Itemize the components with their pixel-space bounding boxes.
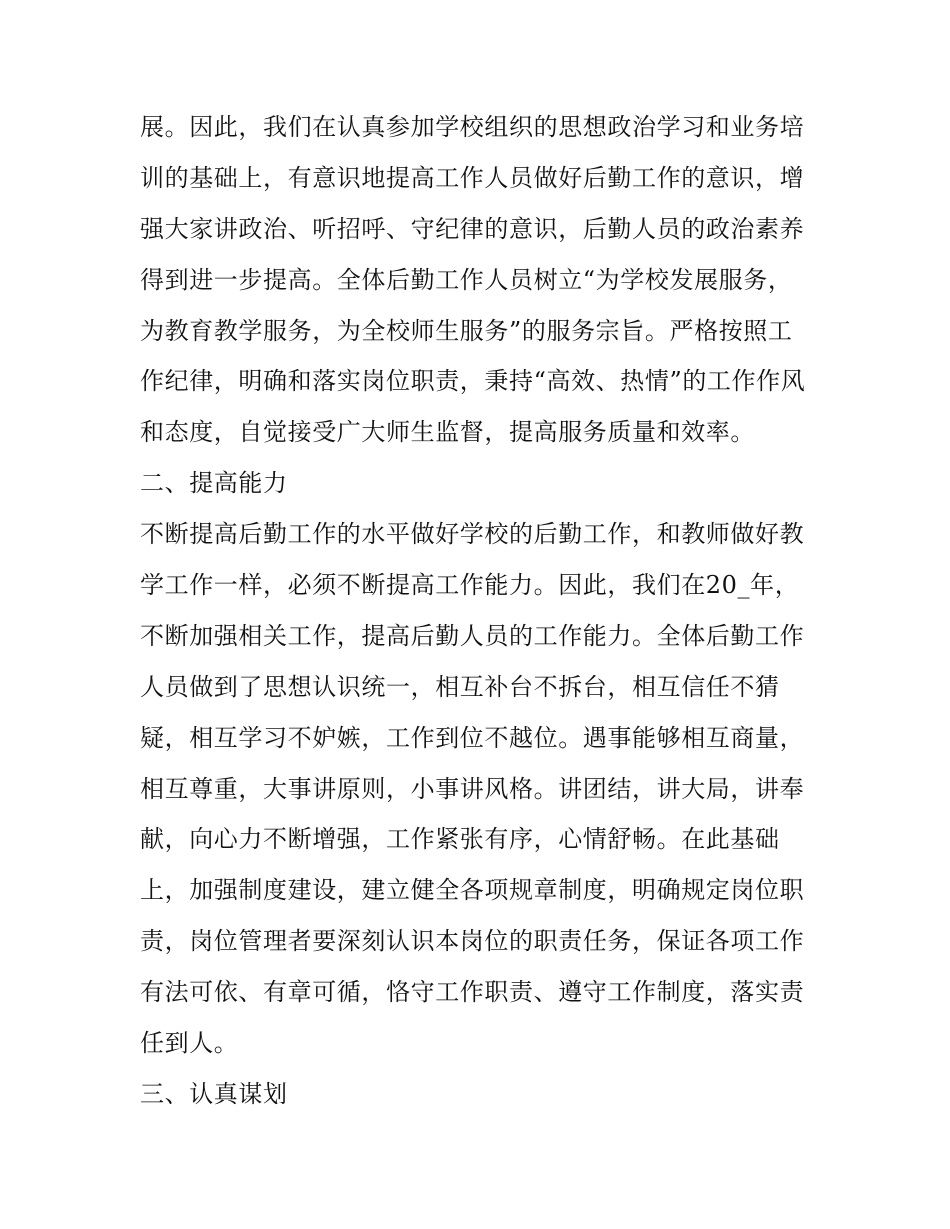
text-line: 有法可依、有章可循，恪守工作职责、遵守工作制度，落实责 xyxy=(140,978,805,1007)
section-heading: 二、提高能力 xyxy=(140,469,288,498)
text-line: 为教育教学服务，为全校师生服务”的服务宗旨。严格按照工 xyxy=(140,316,793,345)
text-line: 作纪律，明确和落实岗位职责，秉持“高效、热情”的工作作风 xyxy=(140,367,806,396)
text-line: 相互尊重，大事讲原则，小事讲风格。讲团结，讲大局，讲奉 xyxy=(140,774,805,803)
text-line: 人员做到了思想认识统一，相互补台不拆台，相互信任不猜 xyxy=(140,672,780,701)
text-line: 不断提高后勤工作的水平做好学校的后勤工作，和教师做好教 xyxy=(140,520,805,549)
text-line: 不断加强相关工作，提高后勤人员的工作能力。全体后勤工作 xyxy=(140,621,805,650)
section-heading: 三、认真谋划 xyxy=(140,1079,288,1108)
text-line: 疑，相互学习不妒嫉，工作到位不越位。遇事能够相互商量， xyxy=(140,723,805,752)
text-line: 展。因此，我们在认真参加学校组织的思想政治学习和业务培 xyxy=(140,113,805,141)
text-line: 和态度，自觉接受广大师生监督，提高服务质量和效率。 xyxy=(140,418,755,447)
text-line: 上，加强制度建设，建立健全各项规章制度，明确规定岗位职 xyxy=(140,876,805,905)
text-line: 任到人。 xyxy=(140,1029,239,1058)
text-line: 强大家讲政治、听招呼、守纪律的意识，后勤人员的政治素养 xyxy=(140,214,805,243)
text-line: 得到进一步提高。全体后勤工作人员树立“为学校发展服务， xyxy=(140,265,793,294)
text-line: 责，岗位管理者要深刻认识本岗位的职责任务，保证各项工作 xyxy=(140,927,805,956)
text-line: 训的基础上，有意识地提高工作人员做好后勤工作的意识，增 xyxy=(140,163,805,192)
document-body xyxy=(140,102,820,1120)
text-line: 学工作一样，必须不断提高工作能力。因此，我们在20_年， xyxy=(140,571,800,600)
text-line: 献，向心力不断增强，工作紧张有序，心情舒畅。在此基础 xyxy=(140,825,780,854)
